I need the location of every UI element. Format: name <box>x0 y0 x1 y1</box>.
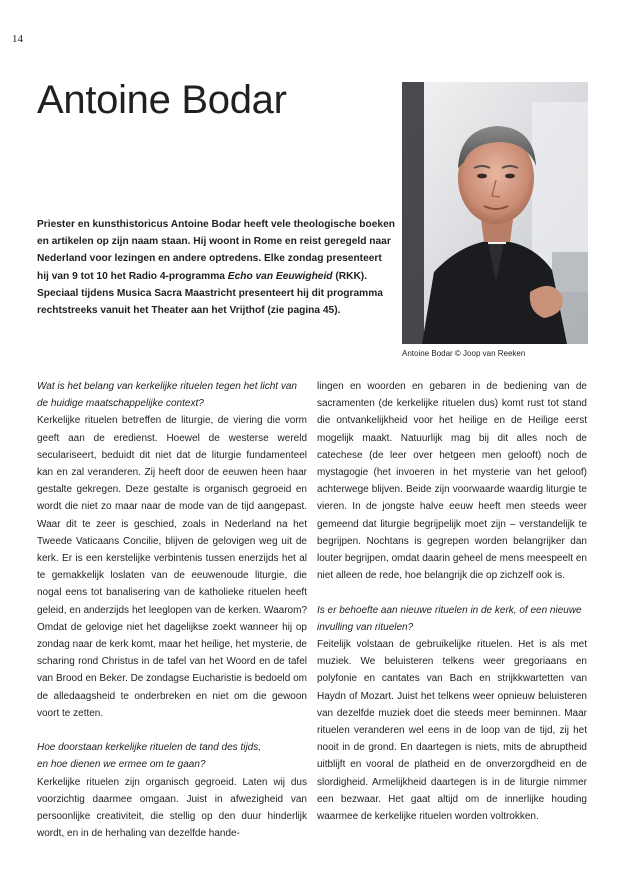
answer-1: Kerkelijke rituelen betreffen de liturgie, de viering die vorm geeft aan de eredienst. Hoewel de westerse wereld seculariseert, beduidt dit niet dat de liturgie fundamenteel kan en zal veranderen. Zij heeft door de eeuwen heen haar gestalte gekregen. Deze gestalte is organisch gegroeid en wordt die niet zo maar naar de mode van de tijd aangepast. Waar dit te zeer is geschied, zoals in Nederland na het Tweede Vaticaans Concilie, blijven de gelovigen weg uit de kerk. Er is een kerstelijke verbintenis tussen enerzijds het al te gemakkelijk loslaten van de eeuwenoude liturgie, die nogal eens tot banalisering van de katholieke rituelen heeft geleid, en anderzijds het leeglopen van de kerken. Waarom? Omdat de gelovige niet het dagelijkse zoekt wanneer hij op zondag naar de kerk komt, maar het heilige, het mysterie, de scharing rond Christus in de tafel van het Woord en de tafel van Brood en Beker. De zondagse Eucharistie is bedoeld om de alledaagsheid te onderbreken en niet om die gewoon voort te zetten. <box>37 415 307 719</box>
portrait-photo <box>402 82 588 344</box>
intro-paragraph <box>37 216 395 319</box>
intro-text-end: (RKK). Speciaal tijdens Musica Sacra Maastricht presenteert hij dit programma rechtstreeks vanuit het Theater aan het Vrijthof (zie pagina 45). <box>37 270 383 317</box>
intro-text-start: Priester en kunsthistoricus Antoine Bodar heeft vele theologische boeken en artikelen op zijn naam staan. Hij woont in Rome en reist geregeld naar Nederland voor lezingen en andere optredens. Elke zondag presenteert hij van 9 tot 10 het Radio 4-programma <box>37 219 395 282</box>
text-column-right <box>317 378 587 825</box>
answer-2-continued: lingen en woorden en gebaren in de bediening van de sacramenten (de kerkelijke rituelen dus) komt rust tot stand die ontvankelijkheid voor het heilige en de Heilige eerst mogelijk maakt. Natuurlijk mag bij dit alles noch de catechese (de leer over hetgeen men gelooft) noch de mystagogie (het invoeren in het mysterie van het geloof) achterwege blijven. Beide zijn voorwaarde waardig liturgie te vieren. In de jongste halve eeuw heeft men steeds weer gemeend dat liturgie begrijpelijk moet zijn – verstandelijk te begrijpen. Nochtans is gegrepen worden belangrijker dan louter begrijpen, omdat daarin geheel de mens meespeelt en niet alleen de rede, hoe belangrijk die op zichzelf ook is. <box>317 381 587 582</box>
article-title: Antoine Bodar <box>37 78 287 122</box>
page-number: 14 <box>12 33 23 45</box>
question-2-line-1: Hoe doorstaan kerkelijke rituelen de tand des tijds, <box>37 742 262 754</box>
answer-2: Kerkelijke rituelen zijn organisch gegroeid. Laten wij dus voorzichtig daarmee omgaan. Juist in afwezigheid van persoonlijke creativiteit, die stellig op den duur hinderlijk wordt, en in de herhaling van dezelfde hande- <box>37 776 307 840</box>
radio-program-name: Echo van Eeuwigheid <box>227 270 333 282</box>
question-3: Is er behoefte aan nieuwe rituelen in de kerk, of een nieuwe invulling van rituelen? <box>317 604 582 633</box>
question-1: Wat is het belang van kerkelijke rituelen tegen het licht van de huidige maatschappelijke context? <box>37 381 297 410</box>
photo-caption: Antoine Bodar © Joop van Reeken <box>402 349 526 358</box>
question-2-line-2: en hoe dienen we ermee om te gaan? <box>37 759 206 771</box>
answer-3: Feitelijk volstaan de gebruikelijke rituelen. Het is als met muziek. We beluisteren telkens weer gregoriaans en polyfonie en cantates van Bach en strijkkwartetten van Haydn of Mozart. Juist het telkens weer opnieuw beluisteren van dezelfde muziek doet die steeds meer beminnen. Maar rituelen veranderen wel eens in de loop van de tijd, zij het nooit in de grond. En daartegen is niets, mits de abruptheid uitblijft en vooral de platheid en de onverzorgdheid en de slordigheid. Armelijkheid daartegen is in de liturgie nimmer een bezwaar. Het gaat altijd om de innerlijke houding waarmee de kerkelijke rituelen worden voltrokken. <box>317 639 587 823</box>
text-column-left <box>37 378 307 842</box>
